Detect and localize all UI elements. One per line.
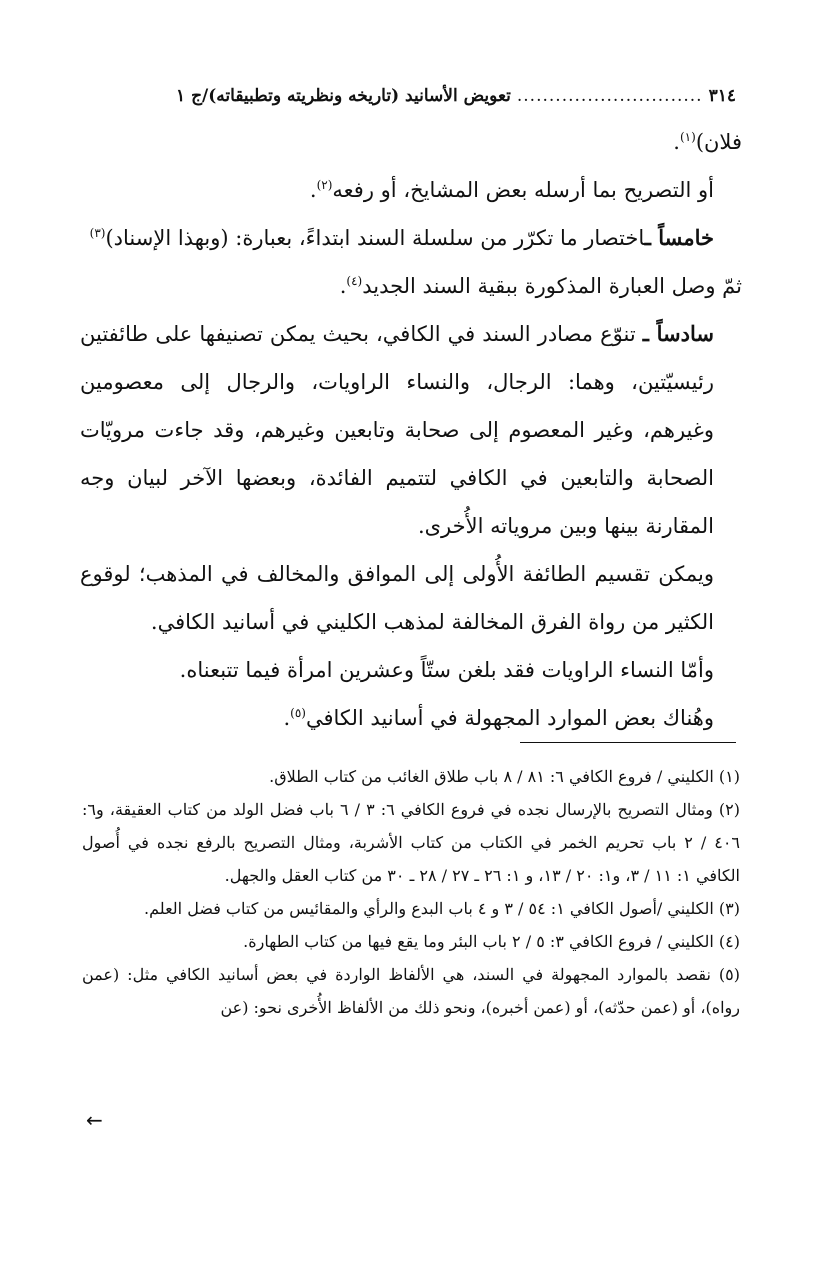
dot-leader: ............................. [516,86,703,106]
main-text [80,118,742,742]
footnote-2 [82,793,740,892]
book-title: تعويض الأسانيد (تاريخه ونظريته وتطبيقاته)/ج ١ [176,86,511,106]
running-header [92,82,736,110]
paragraph-8: وهُناك بعض الموارد المجهولة في أسانيد الكافي$^{(٥)}$. [283,706,714,730]
paragraph-4: ثمّ وصل العبارة المذكورة ببقية السند الجديد$^{(٤)}$. [339,274,742,298]
footnote-text: نقصد بالموارد المجهولة في السند، هي الألفاظ الواردة في بعض أسانيد الكافي مثل: (عمن رواه)، أو (عمن حدّثه)، أو (عمن أخبره)، ونحو ذلك من الألفاظ الأُخرى نحو: (عن [82,965,740,1017]
footnote-4 [82,925,740,958]
paragraph-7: وأمّا النساء الراويات فقد بلغن ستّاً وعشرين امرأة فيما تتبعناه. [179,658,714,682]
section-lead-fifth: خامساً ـ [644,225,714,250]
footnotes [82,760,740,1024]
paragraph-1: فلان)$^{(١)}$. [673,130,742,154]
footnote-number: (٥) [718,965,740,984]
footnote-separator [520,742,736,743]
footnote-text: الكليني / فروع الكافي ٣: ٥ / ٢ باب البئر وما يقع فيها من كتاب الطهارة. [243,932,714,951]
section-lead-sixth: سادساً ـ [642,321,714,346]
footnote-number: (١) [718,767,740,786]
footnote-text: الكليني /أصول الكافي ١: ٥٤ / ٣ و ٤ باب البدع والرأي والمقائيس من كتاب فضل العلم. [144,899,714,918]
paragraph-5: سادساً ـ تنوّع مصادر السند في الكافي، بحيث يمكن تصنيفها على طائفتين رئيسيّتين، وهما: الرجال، والنساء الراويات، والرجال إلى معصومين وغيرهم، وغير المعصوم إلى صحابة وتابعين وغيرهم، وقد جاءت مرويّات الصحابة والتابعين في الكافي لتتميم الفائدة، وبعضها الآخر لبيان وجه المقارنة بينها وبين مروياته الأُخرى. [80,321,714,538]
footnote-text: الكليني / فروع الكافي ٦: ٨١ / ٨ باب طلاق الغائب من كتاب الطلاق. [269,767,714,786]
paragraph-3: خامساً ـاختصار ما تكرّر من سلسلة السند ابتداءً، بعبارة: (وبهذا الإسناد)$^{(٣)}$ [89,225,714,250]
header-title-group [176,86,736,106]
footnote-3 [82,892,740,925]
footnote-ref-1: (١) [679,130,696,144]
footnote-text: ومثال التصريح بالإرسال نجده في فروع الكافي ٦: ٣ / ٦ باب فضل الولد من كتاب العقيقة، و٦: ٤٠٦ / ٢ باب تحريم الخمر في الكتاب من كتاب الأشربة، ومثال التصريح بالرفع نجده في أُصول الكافي ١: ١١ / ٣، و١: ٢٠ / ١٣، و ١: ٢٦ ـ ٢٧ / ٢٨ ـ ٣٠ من كتاب العقل والجهل. [82,800,740,885]
page-number: ٣١٤ [708,86,736,106]
footnote-number: (٤) [718,932,740,951]
continuation-arrow-icon: ← [86,1108,103,1132]
footnote-ref-3: (٣) [89,226,106,240]
footnote-5 [82,958,740,1024]
footnote-1 [82,760,740,793]
footnote-ref-2: (٢) [316,178,333,192]
footnote-number: (٢) [718,800,740,819]
paragraph-6: ويمكن تقسيم الطائفة الأُولى إلى الموافق والمخالف في المذهب؛ لوقوع الكثير من رواة الفرق المخالفة لمذهب الكليني في أسانيد الكافي. [80,562,714,634]
footnote-ref-5: (٥) [290,706,306,720]
paragraph-2: أو التصريح بما أرسله بعض المشايخ، أو رفعه$^{(٢)}$. [309,178,714,202]
footnote-number: (٣) [718,899,740,918]
footnote-ref-4: (٤) [346,274,363,288]
